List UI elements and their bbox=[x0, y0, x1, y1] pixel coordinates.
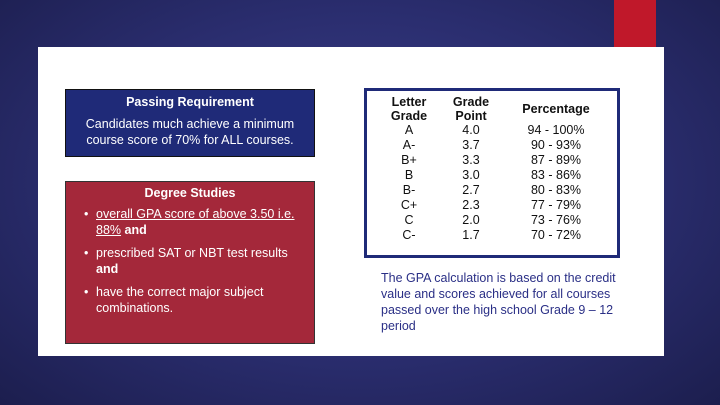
slide-content bbox=[38, 47, 664, 356]
degree-item-subjects: • have the correct major subject combinations. bbox=[84, 284, 306, 316]
table-row: B 3.0 83 - 86% bbox=[404, 168, 582, 182]
passing-requirement-box bbox=[65, 89, 315, 157]
grade-table-box bbox=[364, 88, 620, 258]
passing-body: Candidates much achieve a minimum course score of 70% for ALL courses. bbox=[85, 117, 295, 147]
degree-item-gpa: • overall GPA score of above 3.50 i.e. 88% and bbox=[84, 206, 306, 238]
passing-title: Passing Requirement bbox=[126, 95, 254, 109]
table-row: C- 1.7 70 - 72% bbox=[402, 228, 582, 242]
table-row: C 2.0 73 - 76% bbox=[404, 213, 582, 227]
table-row: C+ 2.3 77 - 79% bbox=[400, 198, 582, 212]
degree-list bbox=[66, 206, 314, 316]
gpa-note: The GPA calculation is based on the credit value and scores achieved for all courses passed over the high school Grade 9 – 12 period bbox=[381, 271, 616, 333]
table-row: B- 2.7 80 - 83% bbox=[402, 183, 582, 197]
degree-studies-box bbox=[65, 181, 315, 344]
degree-item-test: • prescribed SAT or NBT test results and bbox=[84, 245, 306, 277]
grade-table bbox=[377, 95, 611, 243]
table-row: A- 3.7 90 - 93% bbox=[402, 138, 582, 152]
table-row: A 4.0 94 - 100% bbox=[404, 123, 585, 137]
header-letter-grade: Letter Grade bbox=[390, 95, 428, 123]
header-grade-point: Grade Point bbox=[452, 95, 490, 123]
degree-title: Degree Studies bbox=[144, 186, 236, 200]
header-percentage: Percentage bbox=[522, 102, 590, 116]
table-row: B+ 3.3 87 - 89% bbox=[401, 153, 582, 167]
